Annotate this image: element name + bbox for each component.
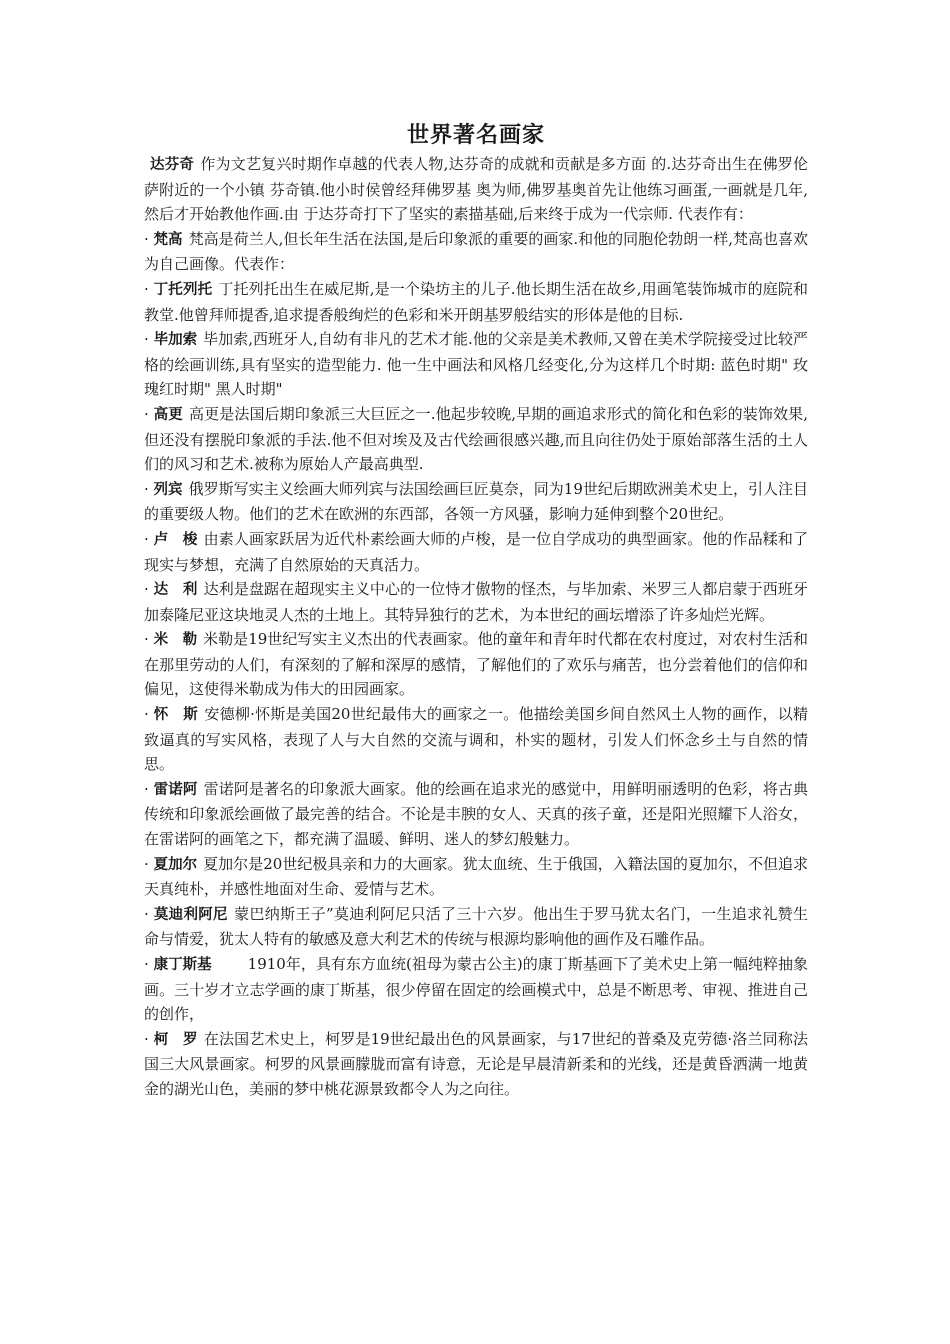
painter-name: 莫迪利阿尼	[153, 906, 228, 923]
entry-text: 米勒是19世纪写实主义杰出的代表画家。他的童年和青年时代都在农村度过，对农村生活和在那里劳动的人们，有深刻的了解和深厚的感情，了解他们的了欢乐与痛苦，也分尝着他们的信仰和偏见，这使得米勒成为伟大的田园画家。	[144, 630, 808, 699]
entry-modigliani	[144, 902, 808, 952]
painter-name: 雷诺阿	[153, 781, 198, 798]
document-page	[144, 118, 808, 1102]
painter-name: 康丁斯基	[153, 957, 212, 973]
painter-name: 丁托列托	[153, 281, 213, 298]
painter-name: 梵高	[153, 231, 183, 248]
entry-text: 雷诺阿是著名的印象派大画家。他的绘画在追求光的感觉中，用鲜明丽透明的色彩，将古典传统和印象派绘画做了最完善的结合。不论是丰腴的女人、天真的孩子童，还是阳光照耀下人浴女，在雷诺阿的画笔之下，都充满了温暖、鲜明、迷人的梦幻般魅力。	[144, 779, 808, 849]
entry-bullet: ·	[144, 404, 154, 423]
painter-name: 怀 斯	[153, 707, 199, 724]
entry-millet	[144, 627, 808, 702]
document-title: 世界著名画家	[406, 122, 545, 148]
entry-text: 夏加尔是20世纪极具亲和力的大画家。犹太血统、生于俄国，入籍法国的夏加尔，不但追求天真纯朴，并感性地面对生命、爱情与艺术。	[144, 854, 808, 899]
entry-text: 毕加索,西班牙人,自幼有非凡的艺术才能.他的父亲是美术教师,又曾在美术学院接受过比较严格的绘画训练,具有坚实的造型能力. 他一生中画法和风格几经变化,分为这样几个时期: 蓝色时期" 玫瑰红时期" 黑人时期"	[144, 330, 809, 399]
entry-text: 达利是盘踞在超现实主义中心的一位恃才傲物的怪杰，与毕加索、米罗三人都启蒙于西班牙加泰隆尼亚这块地灵人杰的土地上。其特异独行的艺术，为本世纪的画坛增添了许多灿烂光辉。	[144, 580, 808, 624]
entry-bullet: ·	[144, 1029, 154, 1048]
entry-bullet: ·	[144, 229, 154, 248]
entry-text: 梵高是荷兰人,但长年生活在法国,是后印象派的重要的画家.和他的同胞伦勃朗一样,梵高也喜欢为自己画像。代表作：	[144, 229, 809, 274]
entry-text: 安德柳·怀斯是美国20世纪最伟大的画家之一。他描绘美国乡间自然风土人物的画作，以精致逼真的写实风格，表现了人与大自然的交流与调和，朴实的题材，引发人们怀念乡土与自然的情思。	[144, 705, 809, 774]
entry-chagall	[144, 852, 808, 902]
entry-text: 1910年，具有东方血统(祖母为蒙古公主)的康丁斯基画下了美术史上第一幅纯粹抽象画。三十岁才立志学画的康丁斯基，很少停留在固定的绘画模式中，总是不断思考、审视、推进自己的创作，	[144, 955, 809, 1024]
entry-text: 作为文艺复兴时期作卓越的代表人物,达芬奇的成就和贡献是多方面 的.达芬奇出生在佛罗伦萨附近的一个小镇 芬奇镇.他小时侯曾经拜佛罗基 奥为师,佛罗基奥首先让他练习画蛋,一画就是几年,然后才开始教他作画.由 于达芬奇打下了坚实的素描基础,后来终于成为一代宗师. 代表作有：	[144, 155, 809, 224]
entry-bullet: ·	[144, 904, 154, 923]
painter-name: 毕加索	[153, 332, 198, 349]
entry-text: 蒙巴纳斯王子”莫迪利阿尼只活了三十六岁。他出生于罗马犹太名门，一生追求礼赞生命与情爱，犹太人特有的敏感及意大利艺术的传统与根源均影响他的画作及石雕作品。	[144, 904, 808, 949]
entry-text: 由素人画家跃居为近代朴素绘画大师的卢梭，是一位自学成功的典型画家。他的作品糅和了现实与梦想，充满了自然原始的天真活力。	[144, 529, 808, 574]
entry-bullet: ·	[144, 330, 154, 349]
entry-tintoretto	[144, 277, 808, 327]
entry-picasso	[144, 327, 808, 402]
entry-bullet: ·	[144, 529, 154, 548]
painter-name: 达 利	[153, 582, 198, 599]
entry-bullet: ·	[144, 705, 154, 724]
painter-name: 卢 梭	[153, 531, 198, 548]
entry-repin	[144, 477, 808, 527]
painter-name: 夏加尔	[153, 856, 198, 873]
entry-bullet: ·	[144, 854, 154, 873]
entry-rousseau	[144, 527, 808, 577]
entry-text: 丁托列托出生在威尼斯,是一个染坊主的儿子.他长期生活在故乡,用画笔装饰城市的庭院和教堂.他曾拜师提香,追求提香般绚烂的色彩和米开朗基罗般结实的形体是他的目标.	[144, 279, 809, 324]
entry-text: 在法国艺术史上，柯罗是19世纪最出色的风景画家，与17世纪的普桑及克劳德·洛兰同称法国三大风景画家。柯罗的风景画朦胧而富有诗意，无论是早晨清新柔和的光线，还是黄昏洒满一地黄金的湖光山色，美丽的梦中桃花源景致都令人为之向往。	[144, 1029, 808, 1098]
painter-name: 柯 罗	[153, 1031, 198, 1048]
entry-bullet: ·	[144, 955, 154, 973]
entry-text: 俄罗斯写实主义绘画大师列宾与法国绘画巨匠莫奈，同为19世纪后期欧洲美术史上，引人注目的重要级人物。他们的艺术在欧洲的东西部，各领一方风骚，影响力延伸到整个20世纪。	[144, 479, 809, 524]
entry-bullet: ·	[144, 580, 154, 599]
painter-name: 米 勒	[153, 632, 198, 649]
painter-name: 列宾	[153, 481, 183, 498]
entry-kandinsky	[144, 952, 808, 1027]
entry-wyeth	[144, 702, 808, 777]
entry-dali	[144, 577, 808, 627]
entry-bullet: ·	[144, 279, 154, 298]
entry-bullet: ·	[144, 479, 154, 498]
entry-vangogh	[144, 227, 808, 277]
entry-gauguin	[144, 402, 808, 477]
painter-name: 高更	[153, 406, 183, 423]
entry-corot	[144, 1027, 808, 1102]
painter-name: 达芬奇	[150, 157, 195, 173]
entry-davinci	[144, 152, 808, 227]
entry-renoir	[144, 777, 808, 852]
entry-bullet: ·	[144, 630, 154, 649]
entry-bullet: ·	[144, 779, 154, 798]
entry-text: 高更是法国后期印象派三大巨匠之一.他起步较晚,早期的画追求形式的简化和色彩的装饰效果,但还没有摆脱印象派的手法.他不但对埃及及古代绘画很感兴趣,而且向往仍处于原始部落生活的土人们的风习和艺术.被称为原始人产最高典型.	[144, 404, 809, 474]
